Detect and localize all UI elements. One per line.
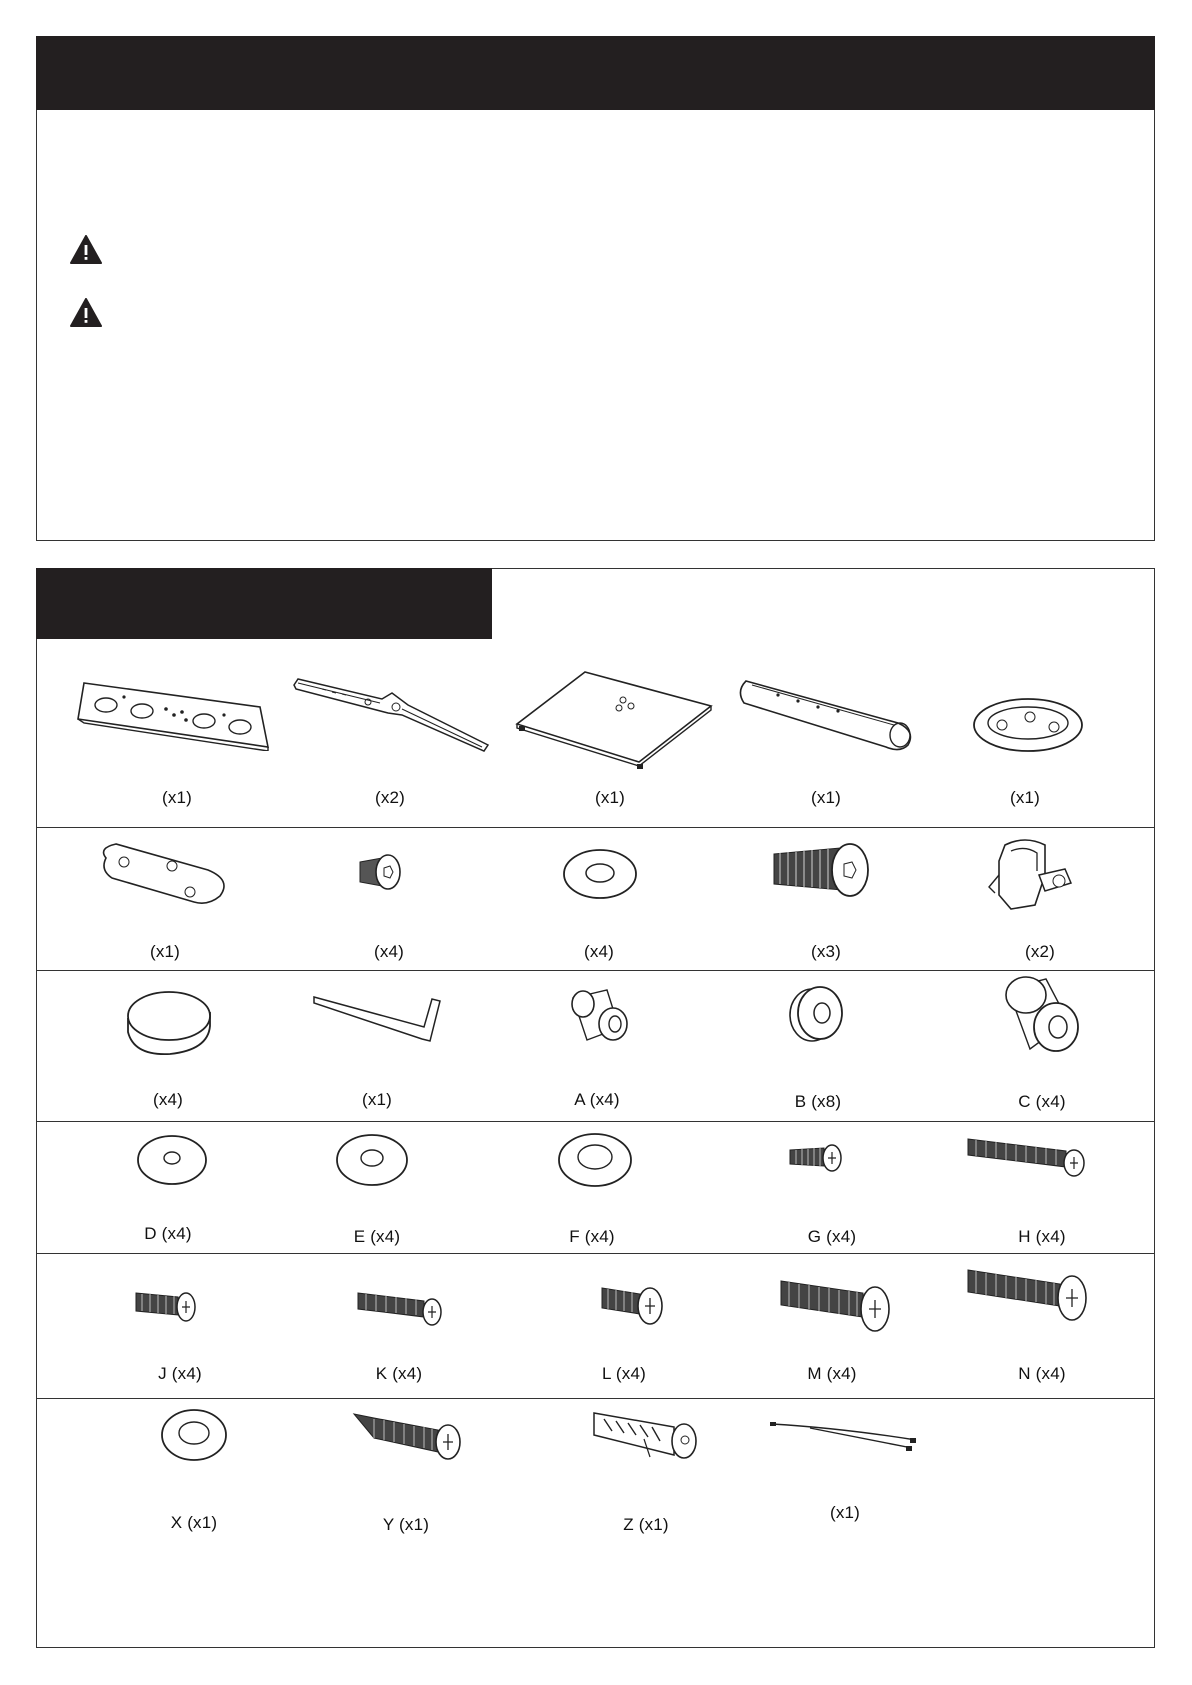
screw-k-icon xyxy=(356,1285,446,1329)
washer-x-icon xyxy=(160,1405,230,1463)
part-quantity-label: (x1) xyxy=(594,788,626,807)
warning-triangle-icon xyxy=(70,235,102,264)
part-quantity-label: G (x4) xyxy=(807,1227,857,1246)
part-quantity-label: (x2) xyxy=(374,788,406,807)
part-quantity-label: (x1) xyxy=(810,788,842,807)
part-quantity-label: (x1) xyxy=(1009,788,1041,807)
cable-tie-icon xyxy=(770,1418,920,1454)
part-quantity-label: A (x4) xyxy=(574,1090,620,1109)
column-icon xyxy=(738,675,918,755)
oval-plate-icon xyxy=(98,840,234,910)
part-quantity-label: E (x4) xyxy=(353,1227,401,1246)
part-quantity-label: B (x8) xyxy=(794,1092,842,1111)
row-divider xyxy=(36,1253,1155,1254)
large-bolt-icon xyxy=(770,840,874,906)
washer-e-icon xyxy=(334,1130,410,1188)
part-quantity-label: (x3) xyxy=(810,942,842,961)
wall-anchor-z-icon xyxy=(590,1405,702,1463)
part-quantity-label: (x1) xyxy=(149,942,181,961)
row-divider xyxy=(36,827,1155,828)
part-quantity-label: (x1) xyxy=(829,1503,861,1522)
part-quantity-label: C (x4) xyxy=(1018,1092,1066,1111)
spacer-a-icon xyxy=(565,986,633,1046)
part-quantity-label: (x1) xyxy=(161,788,193,807)
mounting-arm-icon xyxy=(292,675,492,753)
allen-key-icon xyxy=(312,993,446,1045)
row-divider xyxy=(36,1121,1155,1122)
part-quantity-label: M (x4) xyxy=(807,1364,857,1383)
small-bolt-icon xyxy=(356,848,412,898)
part-quantity-label: X (x1) xyxy=(170,1513,218,1532)
screw-m-icon xyxy=(779,1273,895,1337)
part-quantity-label: J (x4) xyxy=(158,1364,202,1383)
washer-icon xyxy=(560,846,640,904)
warning-triangle-icon xyxy=(70,298,102,327)
row-divider xyxy=(36,1398,1155,1399)
part-quantity-label: (x2) xyxy=(1024,942,1056,961)
wall-plate-icon xyxy=(74,675,274,751)
row-divider xyxy=(36,970,1155,971)
washer-f-icon xyxy=(555,1128,635,1190)
screw-j-icon xyxy=(134,1283,198,1325)
foot-pad-icon xyxy=(124,988,214,1060)
part-quantity-label: (x4) xyxy=(152,1090,184,1109)
base-plate-icon xyxy=(515,670,715,770)
part-quantity-label: L (x4) xyxy=(601,1364,647,1383)
spacer-c-icon xyxy=(998,975,1084,1055)
instructions-panel xyxy=(36,36,1155,541)
part-quantity-label: (x4) xyxy=(583,942,615,961)
screw-l-icon xyxy=(600,1280,668,1328)
spacer-b-icon xyxy=(786,983,848,1045)
part-quantity-label: F (x4) xyxy=(569,1227,615,1246)
screw-g-icon xyxy=(788,1140,844,1176)
instructions-header-bar xyxy=(36,36,1155,110)
part-quantity-label: H (x4) xyxy=(1018,1227,1066,1246)
part-quantity-label: (x4) xyxy=(373,942,405,961)
oval-cover-icon xyxy=(970,695,1086,757)
part-quantity-label: Y (x1) xyxy=(382,1515,430,1534)
part-quantity-label: K (x4) xyxy=(375,1364,423,1383)
wood-screw-y-icon xyxy=(352,1408,464,1462)
washer-d-icon xyxy=(136,1130,210,1188)
part-quantity-label: D (x4) xyxy=(144,1224,192,1243)
screw-h-icon xyxy=(966,1133,1088,1183)
parts-header-bar xyxy=(36,568,492,639)
cable-clip-icon xyxy=(985,835,1085,915)
part-quantity-label: Z (x1) xyxy=(623,1515,669,1534)
part-quantity-label: (x1) xyxy=(361,1090,393,1109)
screw-n-icon xyxy=(966,1262,1090,1328)
part-quantity-label: N (x4) xyxy=(1018,1364,1066,1383)
